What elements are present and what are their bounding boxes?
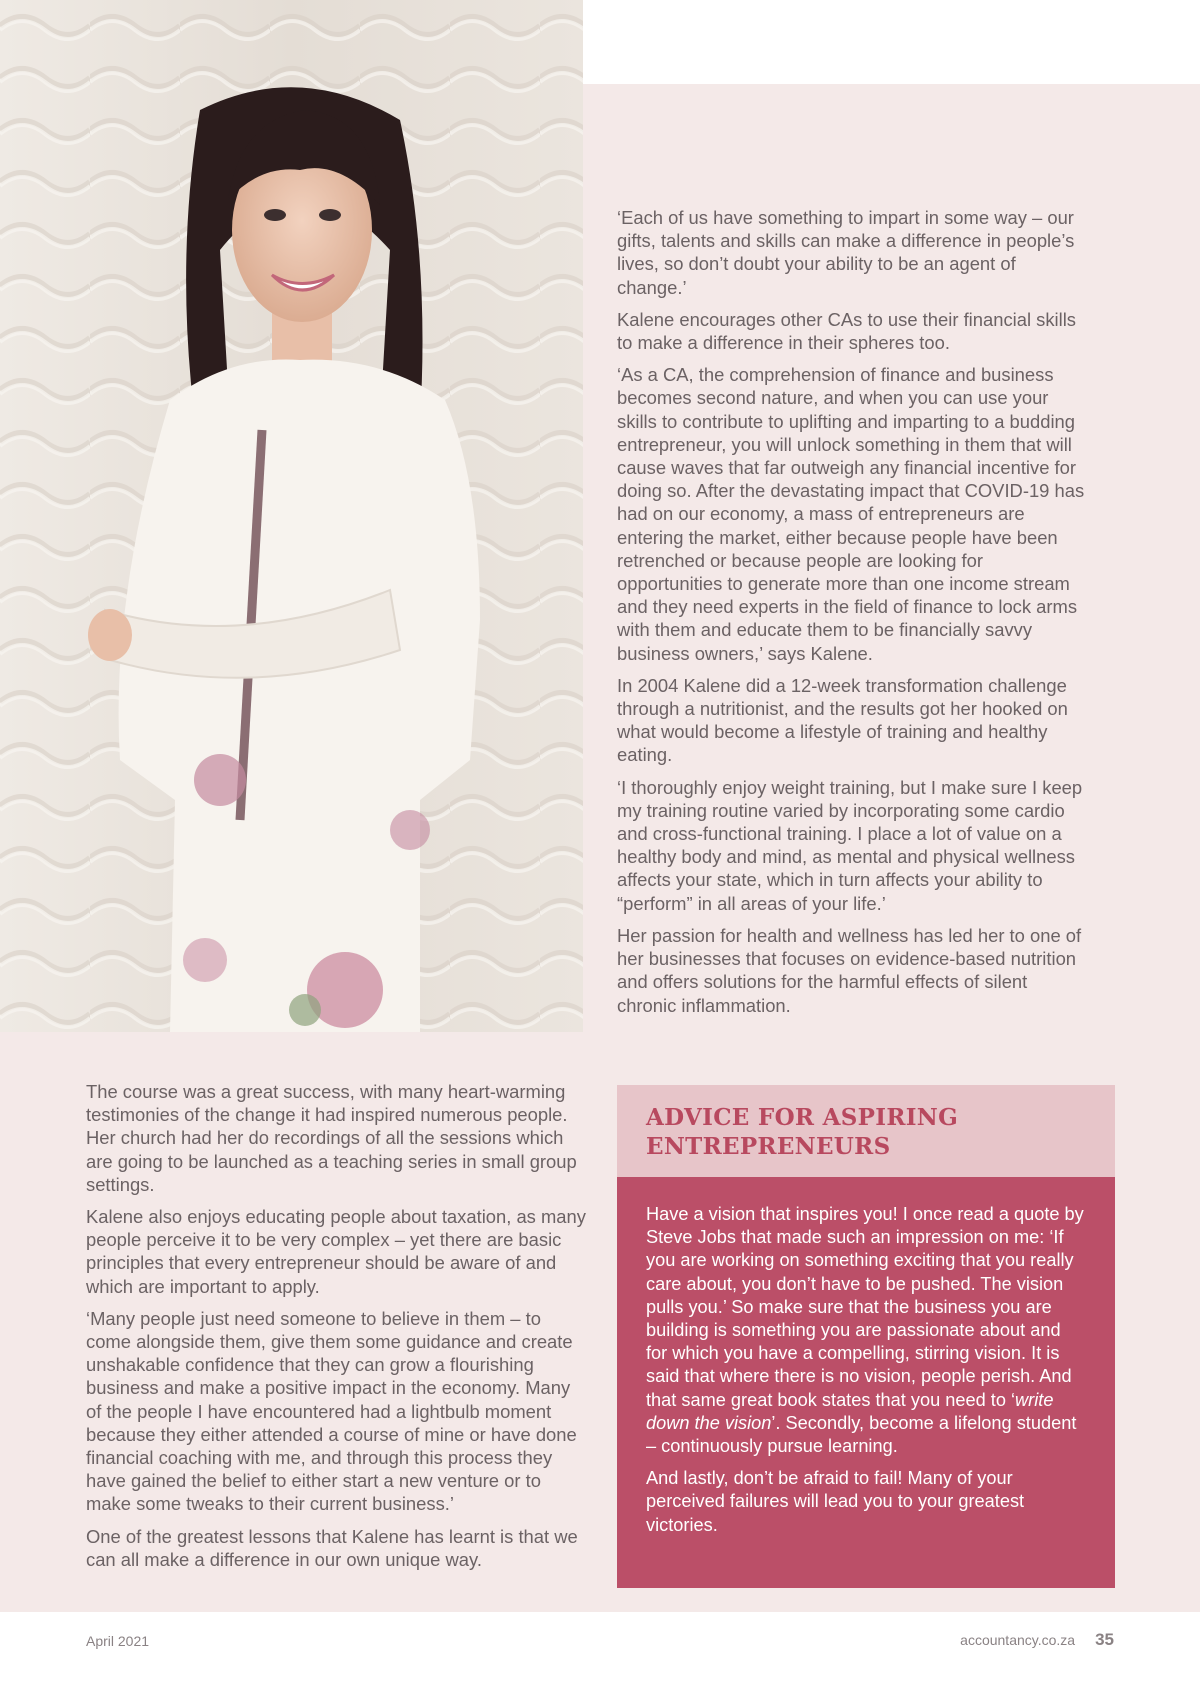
sidebar-header bbox=[617, 1085, 1115, 1177]
issue-date: April 2021 bbox=[86, 1633, 150, 1649]
portrait-photo bbox=[0, 0, 583, 1032]
body-paragraph: ‘I thoroughly enjoy weight training, but I make sure I keep my training routine varied by incorporating some cardio and cross-functional training. I place a lot of value on a healthy body and mind, as mental and physical wellness affects your state, which in turn affects your ability to “perform” in all areas of your life.’ bbox=[617, 776, 1083, 914]
sidebar-body bbox=[617, 1177, 1115, 1588]
sidebar-text: Have a vision that inspires you! I once read a quote by Steve Jobs that made such an impression on me: ‘If you are working on something exciting that you really care about, you don’t have to be pushed. The vision pulls you.’ So make sure that the business you are building is something you are passionate about and for which you have a compelling, stirring vision. It is said that where there is no vision, people perish. And that same great book states that you need to ‘ bbox=[646, 1204, 1084, 1410]
footer-right bbox=[960, 1630, 1114, 1650]
advice-sidebar-box bbox=[617, 1085, 1115, 1588]
body-paragraph: ‘Many people just need someone to believe in them – to come alongside them, give them some guidance and create unshakable confidence that they can grow a flourishing business and make a positive impact in the economy. Many of the people I have encountered had a lightbulb moment because they either attended a course of mine or have done financial coaching with me, and through this process they have gained the belief to either start a new venture or to make some tweaks to their current business.’ bbox=[86, 1307, 577, 1515]
body-paragraph: The course was a great success, with many heart-warming testimonies of the change it had inspired numerous people. Her church had her do recordings of all the sessions which are going to be launched as a teaching series in small group settings. bbox=[86, 1081, 577, 1195]
sidebar-paragraph bbox=[646, 1203, 1086, 1458]
sidebar-italic-quote: write down the vision bbox=[646, 1389, 1054, 1433]
body-paragraph: Kalene encourages other CAs to use their financial skills to make a difference in their spheres too. bbox=[617, 308, 1076, 354]
right-article-column bbox=[617, 206, 1087, 1026]
body-paragraph: ‘As a CA, the comprehension of finance and business becomes second nature, and when you can use your skills to contribute to uplifting and imparting to a budding entrepreneur, you will unlock something in them that will cause waves that far outweigh any financial incentive for doing so. After the devastating impact that COVID-19 has had on our economy, a mass of entrepreneurs are entering the market, either because people have been retrenched or because people are looking for opportunities to generate more than one income stream and they need experts in the field of finance to lock arms with them and educate them to be financially savvy business owners,’ says Kalene. bbox=[617, 364, 1085, 664]
body-paragraph: Kalene also enjoys educating people about taxation, as many people perceive it to be very complex – yet there are basic principles that every entrepreneur should be aware of and which are important to apply. bbox=[86, 1206, 586, 1297]
left-article-column bbox=[86, 1080, 586, 1580]
sidebar-title: ADVICE FOR ASPIRING ENTREPRENEURS bbox=[646, 1104, 959, 1160]
body-paragraph: In 2004 Kalene did a 12-week transformation challenge through a nutritionist, and the results got her hooked on what would become a lifestyle of training and healthy eating. bbox=[617, 674, 1068, 766]
page-number: 35 bbox=[1095, 1630, 1114, 1649]
body-paragraph: Her passion for health and wellness has led her to one of her businesses that focuses on evidence-based nutrition and offers solutions for the harmful effects of silent chronic inflammation. bbox=[617, 924, 1082, 1016]
sidebar-paragraph: And lastly, don’t be afraid to fail! Many of your perceived failures will lead you to your greatest victories. bbox=[646, 1468, 1025, 1535]
website-url: accountancy.co.za bbox=[960, 1632, 1076, 1648]
sidebar-text: ’. Secondly, become a lifelong student – continuously pursue learning. bbox=[646, 1412, 1077, 1457]
body-paragraph: ‘Each of us have something to impart in some way – our gifts, talents and skills can make a difference in people’s lives, so don’t doubt your ability to be an agent of change.’ bbox=[617, 207, 1075, 298]
body-paragraph: One of the greatest lessons that Kalene has learnt is that we can all make a difference in our own unique way. bbox=[86, 1525, 578, 1570]
